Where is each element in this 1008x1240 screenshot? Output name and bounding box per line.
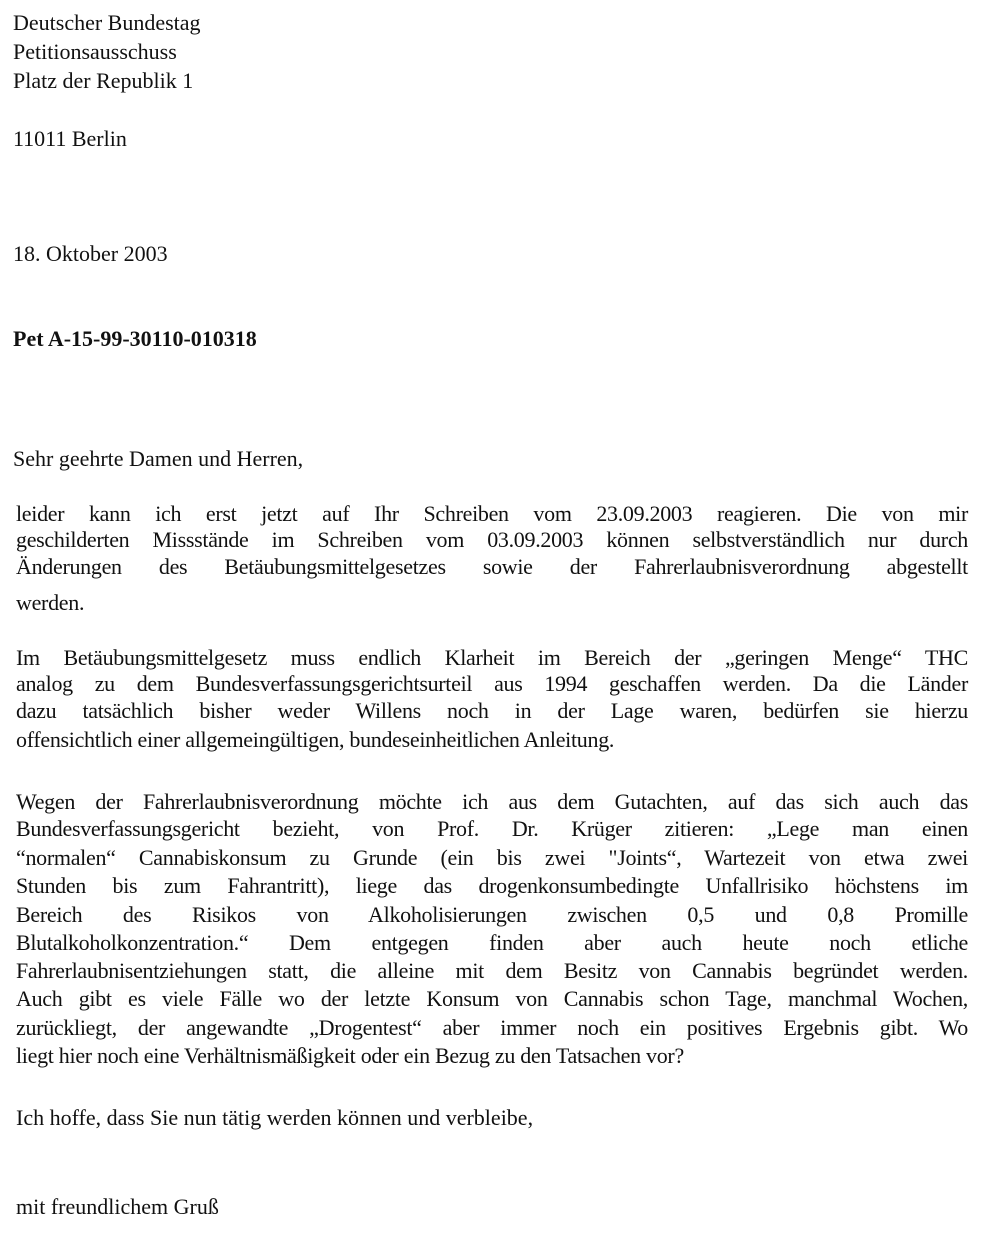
paragraph-line: Im Betäubungsmittelgesetz muss endlich Klarheit im Bereich der „geringen Menge“ THC <box>16 645 968 670</box>
recipient-line-3: Platz der Republik 1 <box>13 68 194 93</box>
paragraph-line: Bereich des Risikos von Alkoholisierungen zwischen 0,5 und 0,8 Promille <box>16 902 968 927</box>
paragraph-line: geschilderten Missstände im Schreiben vom 03.09.2003 können selbstverständlich nur durch <box>16 527 968 552</box>
paragraph-line: Bundesverfassungsgericht bezieht, von Prof. Dr. Krüger zitieren: „Lege man einen <box>16 816 968 841</box>
paragraph-line: Auch gibt es viele Fälle wo der letzte Konsum von Cannabis schon Tage, manchmal Wochen, <box>16 986 968 1011</box>
recipient-line-2: Petitionsausschuss <box>13 39 177 64</box>
paragraph-line: “normalen“ Cannabiskonsum zu Grunde (ein bis zwei "Joints“, Wartezeit von etwa zwei <box>16 845 968 870</box>
paragraph-line: werden. <box>16 590 85 615</box>
paragraph-line: analog zu dem Bundesverfassungsgerichtsurteil aus 1994 geschaffen werden. Da die Länder <box>16 671 968 696</box>
recipient-city: 11011 Berlin <box>13 126 127 151</box>
paragraph-line: Stunden bis zum Fahrantritt), liege das drogenkonsumbedingte Unfallrisiko höchstens im <box>16 873 968 898</box>
reference-number: Pet A-15-99-30110-010318 <box>13 326 257 351</box>
salutation: Sehr geehrte Damen und Herren, <box>13 446 304 471</box>
paragraph-line: liegt hier noch eine Verhältnismäßigkeit oder ein Bezug zu den Tatsachen vor? <box>16 1043 684 1068</box>
paragraph-line: offensichtlich einer allgemeingültigen, bundeseinheitlichen Anleitung. <box>16 727 615 752</box>
recipient-line-1: Deutscher Bundestag <box>13 10 201 35</box>
paragraph-line: Blutalkoholkonzentration.“ Dem entgegen finden aber auch heute noch etliche <box>16 930 968 955</box>
letter-date: 18. Oktober 2003 <box>13 241 168 266</box>
paragraph-line: leider kann ich erst jetzt auf Ihr Schreiben vom 23.09.2003 reagieren. Die von mir <box>16 501 968 526</box>
paragraph-line: Wegen der Fahrerlaubnisverordnung möchte ich aus dem Gutachten, auf das sich auch das <box>16 789 968 814</box>
closing-greeting: mit freundlichem Gruß <box>16 1194 219 1219</box>
paragraph-line: zurückliegt, der angewandte „Drogentest“ aber immer noch ein positives Ergebnis gibt. Wo <box>16 1015 968 1040</box>
paragraph-line: dazu tatsächlich bisher weder Willens noch in der Lage waren, bedürfen sie hierzu <box>16 698 968 723</box>
paragraph-line: Änderungen des Betäubungsmittelgesetzes sowie der Fahrerlaubnisverordnung abgestellt <box>16 554 968 579</box>
paragraph-line: Fahrerlaubnisentziehungen statt, die alleine mit dem Besitz von Cannabis begründet werden. <box>16 958 968 983</box>
closing-sentence: Ich hoffe, dass Sie nun tätig werden können und verbleibe, <box>16 1105 534 1130</box>
